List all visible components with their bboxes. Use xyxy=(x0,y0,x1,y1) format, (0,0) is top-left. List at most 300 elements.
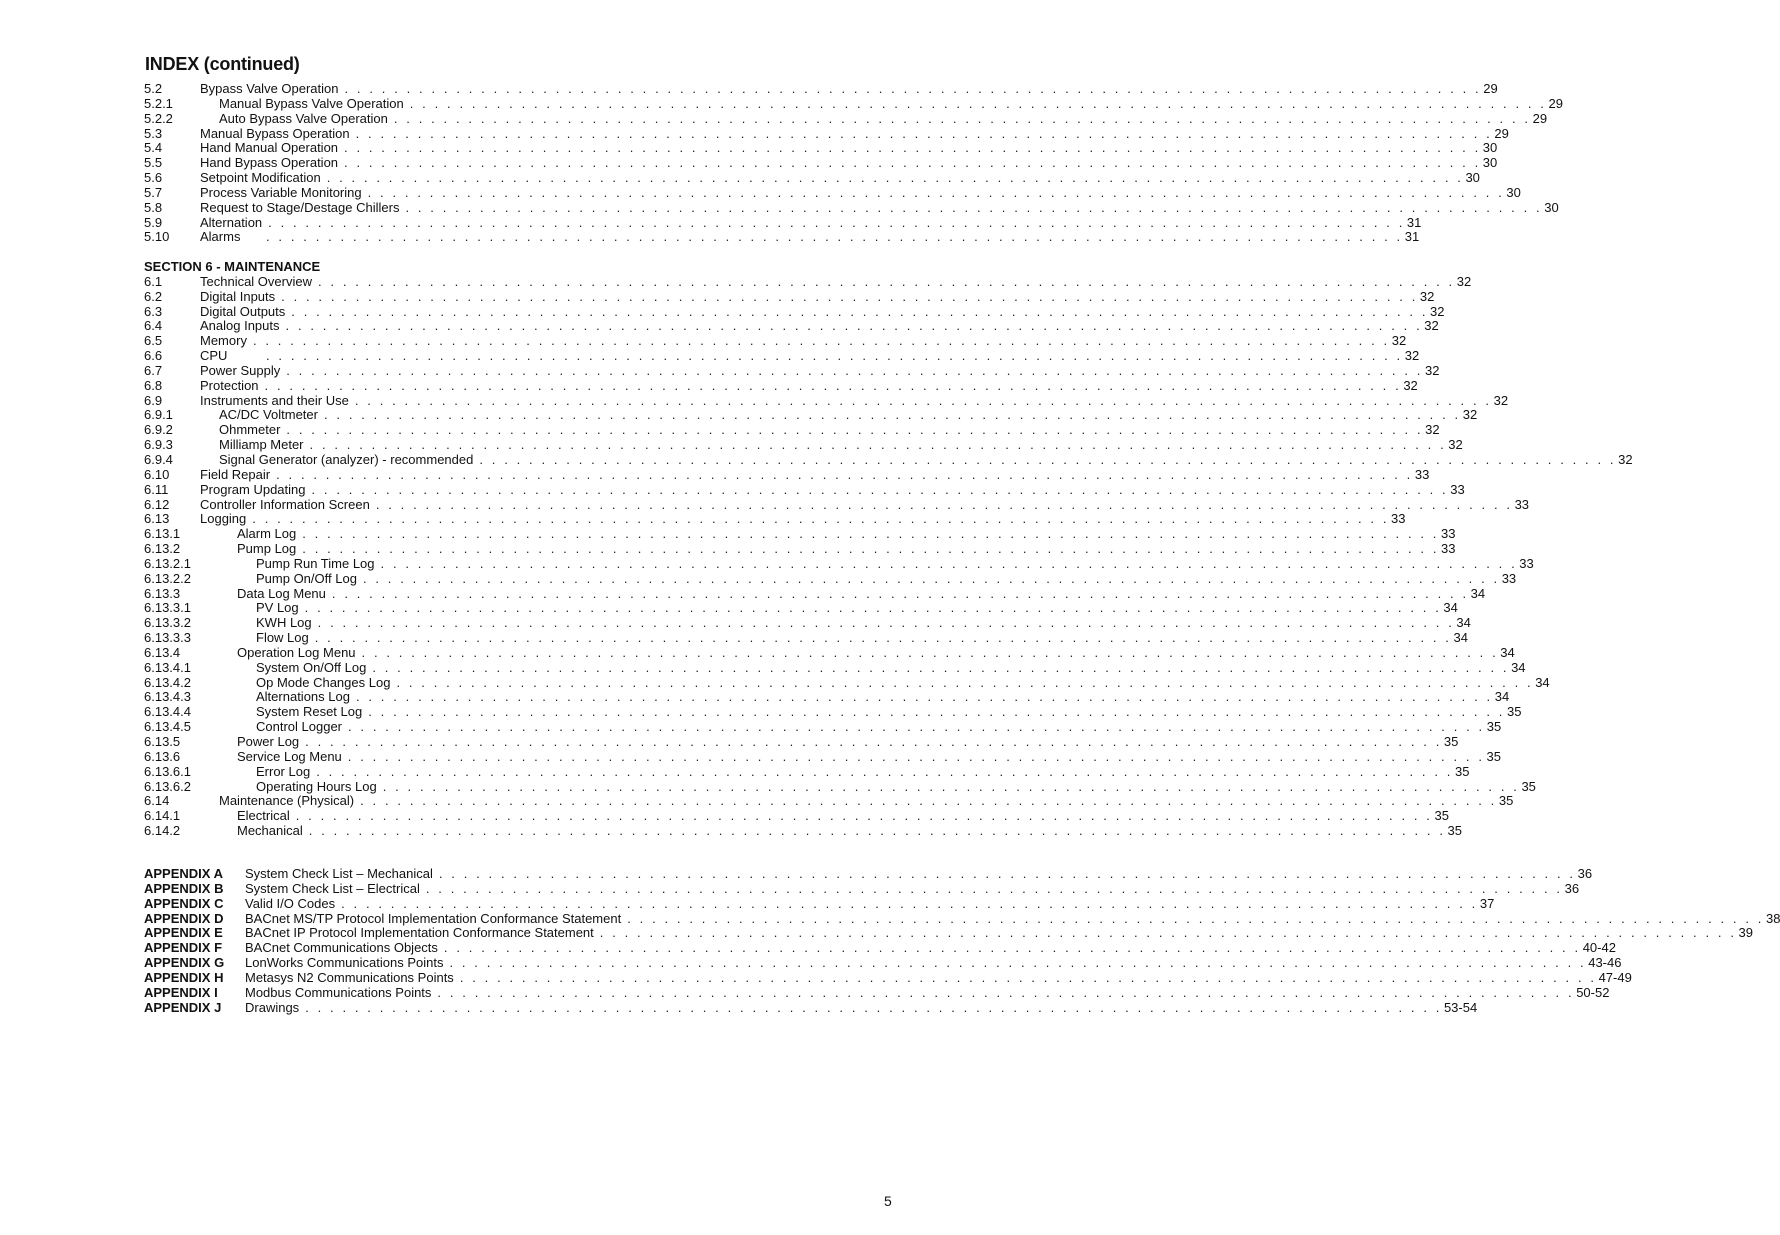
entry-number: 5.2.2 xyxy=(144,110,173,126)
appendix-entries xyxy=(144,866,1780,1015)
dot-leader: . . . . . . . . . . . . . . . . . . . . . . . . . . . . . . . . . . . . . . . . . . . . . . . . . . . . . . . . . . . . . . . . . . . . . . . . . . . . . . . . . . . . . . . . . . . . xyxy=(360,793,1497,809)
entry-title: System Check List – Electrical xyxy=(245,880,420,896)
entry-number: 6.13.6.2 xyxy=(144,778,191,794)
dot-leader: . . . . . . . . . . . . . . . . . . . . . . . . . . . . . . . . . . . . . . . . . . . . . . . . . . . . . . . . . . . . . . . . . . . . . . . . . . . . . . . . . . . . . . . . . . . . xyxy=(375,496,1513,512)
entry-page: 31 xyxy=(1406,214,1422,230)
entry-title: PV Log xyxy=(256,600,299,616)
entry-page: 35 xyxy=(1447,823,1462,839)
page-number: 5 xyxy=(884,1193,892,1209)
dot-leader: . . . . . . . . . . . . . . . . . . . . . . . . . . . . . . . . . . . . . . . . . . . . . . . . . . . . . . . . . . . . . . . . . . . . . . . . . . . . . . . . . . . . . . . . . . . . xyxy=(266,229,1403,245)
entry-page: 35 xyxy=(1486,748,1502,764)
toc-entry xyxy=(144,600,1458,616)
toc-entry xyxy=(144,644,1515,661)
appendix-entry xyxy=(144,969,1632,986)
entry-title: Metasys N2 Communications Points xyxy=(245,969,454,985)
dot-leader: . . . . . . . . . . . . . . . . . . . . . . . . . . . . . . . . . . . . . . . . . . . . . . . . . . . . . . . . . . . . . . . . . . . . . . . . . . . . . . . . . . . . . . . . . . . . xyxy=(276,466,1413,482)
toc-entry xyxy=(144,674,1550,691)
appendix-letter: APPENDIX D xyxy=(144,910,224,926)
entry-number: 6.7 xyxy=(144,362,163,378)
dot-leader: . . . . . . . . . . . . . . . . . . . . . . . . . . . . . . . . . . . . . . . . . . . . . . . . . . . . . . . . . . . . . . . . . . . . . . . . . . . . . . . . . . . . . . . . . . . . xyxy=(316,763,1453,779)
entry-number: 6.3 xyxy=(144,303,163,319)
entry-title: Electrical xyxy=(237,808,290,824)
entry-page: 30 xyxy=(1482,155,1498,171)
entry-title: Pump On/Off Log xyxy=(256,570,357,586)
entry-number: 6.13.2 xyxy=(144,541,181,557)
toc-entry xyxy=(144,199,1559,216)
toc-entry xyxy=(144,214,1422,231)
dot-leader: . . . . . . . . . . . . . . . . . . . . . . . . . . . . . . . . . . . . . . . . . . . . . . . . . . . . . . . . . . . . . . . . . . . . . . . . . . . . . . . . . . . . . . . . . . . . xyxy=(286,422,1424,438)
entry-number: 6.4 xyxy=(144,318,163,334)
entry-title: Request to Stage/Destage Chillers xyxy=(200,199,400,215)
dot-leader: . . . . . . . . . . . . . . . . . . . . . . . . . . . . . . . . . . . . . . . . . . . . . . . . . . . . . . . . . . . . . . . . . . . . . . . . . . . . . . . . . . . . . . . . . . . . xyxy=(286,362,1423,378)
toc-entry xyxy=(144,184,1521,201)
entry-title: System On/Off Log xyxy=(256,659,367,675)
dot-leader: . . . . . . . . . . . . . . . . . . . . . . . . . . . . . . . . . . . . . . . . . . . . . . . . . . . . . . . . . . . . . . . . . . . . . . . . . . . . . . . . . . . . . . . . . . . . xyxy=(627,910,1764,926)
toc-entry xyxy=(144,466,1430,483)
dot-leader: . . . . . . . . . . . . . . . . . . . . . . . . . . . . . . . . . . . . . . . . . . . . . . . . . . . . . . . . . . . . . . . . . . . . . . . . . . . . . . . . . . . . . . . . . . . . xyxy=(479,451,1617,467)
dot-leader: . . . . . . . . . . . . . . . . . . . . . . . . . . . . . . . . . . . . . . . . . . . . . . . . . . . . . . . . . . . . . . . . . . . . . . . . . . . . . . . . . . . . . . . . . . . . xyxy=(438,866,1576,881)
entry-number: 6.14 xyxy=(144,793,170,809)
entry-title: KWH Log xyxy=(256,615,312,631)
toc-entry xyxy=(144,793,1514,809)
entry-page: 30 xyxy=(1506,184,1521,200)
dot-leader: . . . . . . . . . . . . . . . . . . . . . . . . . . . . . . . . . . . . . . . . . . . . . . . . . . . . . . . . . . . . . . . . . . . . . . . . . . . . . . . . . . . . . . . . . . . . xyxy=(372,659,1510,675)
entry-page: 33 xyxy=(1450,481,1465,497)
dot-leader: . . . . . . . . . . . . . . . . . . . . . . . . . . . . . . . . . . . . . . . . . . . . . . . . . . . . . . . . . . . . . . . . . . . . . . . . . . . . . . . . . . . . . . . . . . . . xyxy=(252,511,1390,527)
dot-leader: . . . . . . . . . . . . . . . . . . . . . . . . . . . . . . . . . . . . . . . . . . . . . . . . . . . . . . . . . . . . . . . . . . . . . . . . . . . . . . . . . . . . . . . . . . . . xyxy=(281,288,1418,304)
entry-page: 35 xyxy=(1521,778,1536,794)
entry-page: 30 xyxy=(1544,199,1559,215)
dot-leader: . . . . . . . . . . . . . . . . . . . . . . . . . . . . . . . . . . . . . . . . . . . . . . . . . . . . . . . . . . . . . . . . . . . . . . . . . . . . . . . . . . . . . . . . . . . . xyxy=(347,748,1485,764)
dot-leader: . . . . . . . . . . . . . . . . . . . . . . . . . . . . . . . . . . . . . . . . . . . . . . . . . . . . . . . . . . . . . . . . . . . . . . . . . . . . . . . . . . . . . . . . . . . . xyxy=(362,570,1500,586)
dot-leader: . . . . . . . . . . . . . . . . . . . . . . . . . . . . . . . . . . . . . . . . . . . . . . . . . . . . . . . . . . . . . . . . . . . . . . . . . . . . . . . . . . . . . . . . . . . . xyxy=(341,895,1478,911)
entry-page: 32 xyxy=(1462,407,1478,423)
toc-entry xyxy=(144,422,1440,438)
entry-number: 6.10 xyxy=(144,466,170,482)
entry-title: BACnet MS/TP Protocol Implementation Conformance Statement xyxy=(245,910,622,926)
entry-page: 35 xyxy=(1434,808,1449,824)
entry-title: Valid I/O Codes xyxy=(245,895,336,911)
appendix-letter: APPENDIX C xyxy=(144,895,224,911)
dot-leader: . . . . . . . . . . . . . . . . . . . . . . . . . . . . . . . . . . . . . . . . . . . . . . . . . . . . . . . . . . . . . . . . . . . . . . . . . . . . . . . . . . . . . . . . . . . . xyxy=(380,555,1518,571)
entry-number: 6.9 xyxy=(144,392,163,408)
entry-title: Power Log xyxy=(237,734,300,749)
entry-number: 6.13.6 xyxy=(144,748,181,764)
entry-page: 33 xyxy=(1441,526,1456,542)
entry-title: Alternations Log xyxy=(256,689,350,705)
entry-title: Manual Bypass Valve Operation xyxy=(219,95,404,111)
dot-leader: . . . . . . . . . . . . . . . . . . . . . . . . . . . . . . . . . . . . . . . . . . . . . . . . . . . . . . . . . . . . . . . . . . . . . . . . . . . . . . . . . . . . . . . . . . . . xyxy=(302,526,1440,542)
toc-entry xyxy=(144,630,1468,646)
toc-entry xyxy=(144,81,1498,97)
entry-number: 6.6 xyxy=(144,348,163,364)
dot-leader: . . . . . . . . . . . . . . . . . . . . . . . . . . . . . . . . . . . . . . . . . . . . . . . . . . . . . . . . . . . . . . . . . . . . . . . . . . . . . . . . . . . . . . . . . . . . xyxy=(344,140,1481,156)
toc-entry xyxy=(144,719,1502,735)
dot-leader: . . . . . . . . . . . . . . . . . . . . . . . . . . . . . . . . . . . . . . . . . . . . . . . . . . . . . . . . . . . . . . . . . . . . . . . . . . . . . . . . . . . . . . . . . . . . xyxy=(302,541,1440,557)
entry-number: 5.5 xyxy=(144,155,163,171)
entry-page: 31 xyxy=(1404,229,1420,245)
dot-leader: . . . . . . . . . . . . . . . . . . . . . . . . . . . . . . . . . . . . . . . . . . . . . . . . . . . . . . . . . . . . . . . . . . . . . . . . . . . . . . . . . . . . . . . . . . . . xyxy=(443,940,1581,956)
toc-entry xyxy=(144,437,1463,453)
entry-title: Pump Log xyxy=(237,541,297,557)
entry-page: 32 xyxy=(1403,377,1418,393)
entry-number: 6.13.3 xyxy=(144,585,181,601)
entry-title: Milliamp Meter xyxy=(219,437,304,453)
entry-page: 30 xyxy=(1482,140,1498,156)
entry-page: 29 xyxy=(1483,81,1498,96)
entry-number: 6.13.5 xyxy=(144,734,181,749)
dot-leader: . . . . . . . . . . . . . . . . . . . . . . . . . . . . . . . . . . . . . . . . . . . . . . . . . . . . . . . . . . . . . . . . . . . . . . . . . . . . . . . . . . . . . . . . . . . . xyxy=(409,95,1547,111)
section-6-entries xyxy=(144,273,1633,839)
dot-leader: . . . . . . . . . . . . . . . . . . . . . . . . . . . . . . . . . . . . . . . . . . . . . . . . . . . . . . . . . . . . . . . . . . . . . . . . . . . . . . . . . . . . . . . . . . . . xyxy=(382,778,1520,794)
dot-leader: . . . . . . . . . . . . . . . . . . . . . . . . . . . . . . . . . . . . . . . . . . . . . . . . . . . . . . . . . . . . . . . . . . . . . . . . . . . . . . . . . . . . . . . . . . . . xyxy=(425,880,1563,896)
dot-leader: . . . . . . . . . . . . . . . . . . . . . . . . . . . . . . . . . . . . . . . . . . . . . . . . . . . . . . . . . . . . . . . . . . . . . . . . . . . . . . . . . . . . . . . . . . . . xyxy=(599,925,1737,941)
entry-page: 34 xyxy=(1494,689,1510,705)
entry-title: Digital Outputs xyxy=(200,303,286,319)
entry-number: 6.1 xyxy=(144,273,163,289)
toc-entry xyxy=(144,778,1536,795)
entry-number: 6.13.6.1 xyxy=(144,763,191,779)
entry-number: 6.9.3 xyxy=(144,437,173,453)
entry-title: AC/DC Voltmeter xyxy=(219,407,318,423)
dot-leader: . . . . . . . . . . . . . . . . . . . . . . . . . . . . . . . . . . . . . . . . . . . . . . . . . . . . . . . . . . . . . . . . . . . . . . . . . . . . . . . . . . . . . . . . . . . . xyxy=(291,303,1429,319)
appendix-entry xyxy=(144,895,1495,912)
entry-title: CPU xyxy=(200,348,228,364)
entry-title: Program Updating xyxy=(200,481,306,497)
entry-page: 36 xyxy=(1577,866,1593,881)
entry-title: Maintenance (Physical) xyxy=(219,793,355,809)
dot-leader: . . . . . . . . . . . . . . . . . . . . . . . . . . . . . . . . . . . . . . . . . . . . . . . . . . . . . . . . . . . . . . . . . . . . . . . . . . . . . . . . . . . . . . . . . . . . xyxy=(305,999,1442,1015)
entry-title: Flow Log xyxy=(256,630,309,646)
entry-page: 35 xyxy=(1506,704,1522,720)
entry-title: LonWorks Communications Points xyxy=(245,955,444,971)
dot-leader: . . . . . . . . . . . . . . . . . . . . . . . . . . . . . . . . . . . . . . . . . . . . . . . . . . . . . . . . . . . . . . . . . . . . . . . . . . . . . . . . . . . . . . . . . . . . xyxy=(308,823,1446,839)
dot-leader: . . . . . . . . . . . . . . . . . . . . . . . . . . . . . . . . . . . . . . . . . . . . . . . . . . . . . . . . . . . . . . . . . . . . . . . . . . . . . . . . . . . . . . . . . . . . xyxy=(405,199,1543,215)
toc-entry xyxy=(144,511,1406,527)
dot-leader: . . . . . . . . . . . . . . . . . . . . . . . . . . . . . . . . . . . . . . . . . . . . . . . . . . . . . . . . . . . . . . . . . . . . . . . . . . . . . . . . . . . . . . . . . . . . xyxy=(318,273,1455,289)
entry-title: Power Supply xyxy=(200,362,281,378)
dot-leader: . . . . . . . . . . . . . . . . . . . . . . . . . . . . . . . . . . . . . . . . . . . . . . . . . . . . . . . . . . . . . . . . . . . . . . . . . . . . . . . . . . . . . . . . . . . . xyxy=(449,955,1587,971)
entry-number: 6.13.4.1 xyxy=(144,659,191,675)
entry-page: 32 xyxy=(1456,273,1472,289)
entry-title: Field Repair xyxy=(200,466,271,482)
entry-title: Signal Generator (analyzer) - recommended xyxy=(219,451,474,467)
entry-page: 33 xyxy=(1519,555,1534,571)
entry-number: 6.14.1 xyxy=(144,808,181,824)
entry-page: 43-46 xyxy=(1588,955,1622,971)
entry-number: 6.8 xyxy=(144,377,163,393)
entry-number: 6.13.1 xyxy=(144,526,181,542)
entry-page: 35 xyxy=(1486,719,1502,735)
dot-leader: . . . . . . . . . . . . . . . . . . . . . . . . . . . . . . . . . . . . . . . . . . . . . . . . . . . . . . . . . . . . . . . . . . . . . . . . . . . . . . . . . . . . . . . . . . . . xyxy=(268,214,1405,230)
toc-entry xyxy=(144,526,1456,542)
appendix-letter: APPENDIX F xyxy=(144,940,223,956)
toc-entry xyxy=(144,451,1633,468)
entry-page: 30 xyxy=(1465,170,1480,186)
entry-number: 6.13.3.2 xyxy=(144,615,191,631)
entry-number: 6.13.4.5 xyxy=(144,719,191,735)
toc-entry xyxy=(144,333,1407,349)
entry-title: Drawings xyxy=(245,999,300,1015)
appendix-letter: APPENDIX J xyxy=(144,999,222,1015)
dot-leader: . . . . . . . . . . . . . . . . . . . . . . . . . . . . . . . . . . . . . . . . . . . . . . . . . . . . . . . . . . . . . . . . . . . . . . . . . . . . . . . . . . . . . . . . . . . . xyxy=(361,644,1499,660)
entry-title: BACnet IP Protocol Implementation Conformance Statement xyxy=(245,925,594,941)
section-5-entries xyxy=(144,81,1563,245)
dot-leader: . . . . . . . . . . . . . . . . . . . . . . . . . . . . . . . . . . . . . . . . . . . . . . . . . . . . . . . . . . . . . . . . . . . . . . . . . . . . . . . . . . . . . . . . . . . . xyxy=(309,437,1447,453)
entry-title: Ohmmeter xyxy=(219,422,281,438)
dot-leader: . . . . . . . . . . . . . . . . . . . . . . . . . . . . . . . . . . . . . . . . . . . . . . . . . . . . . . . . . . . . . . . . . . . . . . . . . . . . . . . . . . . . . . . . . . . . xyxy=(326,170,1464,186)
dot-leader: . . . . . . . . . . . . . . . . . . . . . . . . . . . . . . . . . . . . . . . . . . . . . . . . . . . . . . . . . . . . . . . . . . . . . . . . . . . . . . . . . . . . . . . . . . . . xyxy=(264,377,1402,393)
entry-title: Auto Bypass Valve Operation xyxy=(219,110,388,126)
entry-title: Digital Inputs xyxy=(200,288,276,304)
dot-leader: . . . . . . . . . . . . . . . . . . . . . . . . . . . . . . . . . . . . . . . . . . . . . . . . . . . . . . . . . . . . . . . . . . . . . . . . . . . . . . . . . . . . . . . . . . . . xyxy=(314,630,1452,646)
entry-title: Analog Inputs xyxy=(200,318,280,334)
toc-entry xyxy=(144,659,1526,676)
entry-number: 6.13.2.2 xyxy=(144,570,191,586)
entry-page: 34 xyxy=(1470,585,1486,601)
entry-page: 32 xyxy=(1424,318,1439,334)
dot-leader: . . . . . . . . . . . . . . . . . . . . . . . . . . . . . . . . . . . . . . . . . . . . . . . . . . . . . . . . . . . . . . . . . . . . . . . . . . . . . . . . . . . . . . . . . . . . xyxy=(285,318,1423,334)
entry-page: 33 xyxy=(1441,541,1456,557)
entry-page: 47-49 xyxy=(1598,969,1632,985)
entry-page: 40-42 xyxy=(1582,940,1616,956)
entry-number: 5.8 xyxy=(144,199,163,215)
entry-title: Alarm Log xyxy=(237,526,297,542)
dot-leader: . . . . . . . . . . . . . . . . . . . . . . . . . . . . . . . . . . . . . . . . . . . . . . . . . . . . . . . . . . . . . . . . . . . . . . . . . . . . . . . . . . . . . . . . . . . . xyxy=(348,719,1485,735)
dot-leader: . . . . . . . . . . . . . . . . . . . . . . . . . . . . . . . . . . . . . . . . . . . . . . . . . . . . . . . . . . . . . . . . . . . . . . . . . . . . . . . . . . . . . . . . . . . . xyxy=(305,734,1442,749)
appendix-entry xyxy=(144,955,1622,971)
toc-entry xyxy=(144,481,1465,498)
entry-title: Error Log xyxy=(256,763,311,779)
entry-title: Operation Log Menu xyxy=(237,644,356,660)
entry-page: 32 xyxy=(1448,437,1463,453)
entry-page: 37 xyxy=(1479,895,1495,911)
entry-number: 6.12 xyxy=(144,496,170,512)
dot-leader: . . . . . . . . . . . . . . . . . . . . . . . . . . . . . . . . . . . . . . . . . . . . . . . . . . . . . . . . . . . . . . . . . . . . . . . . . . . . . . . . . . . . . . . . . . . . xyxy=(396,674,1534,690)
toc-entry xyxy=(144,170,1480,186)
dot-leader: . . . . . . . . . . . . . . . . . . . . . . . . . . . . . . . . . . . . . . . . . . . . . . . . . . . . . . . . . . . . . . . . . . . . . . . . . . . . . . . . . . . . . . . . . . . . xyxy=(355,689,1493,705)
entry-page: 34 xyxy=(1535,674,1550,690)
entry-title: Bypass Valve Operation xyxy=(200,81,339,96)
dot-leader: . . . . . . . . . . . . . . . . . . . . . . . . . . . . . . . . . . . . . . . . . . . . . . . . . . . . . . . . . . . . . . . . . . . . . . . . . . . . . . . . . . . . . . . . . . . . xyxy=(295,808,1433,824)
dot-leader: . . . . . . . . . . . . . . . . . . . . . . . . . . . . . . . . . . . . . . . . . . . . . . . . . . . . . . . . . . . . . . . . . . . . . . . . . . . . . . . . . . . . . . . . . . . . xyxy=(331,585,1469,601)
dot-leader: . . . . . . . . . . . . . . . . . . . . . . . . . . . . . . . . . . . . . . . . . . . . . . . . . . . . . . . . . . . . . . . . . . . . . . . . . . . . . . . . . . . . . . . . . . . . xyxy=(393,110,1531,126)
dot-leader: . . . . . . . . . . . . . . . . . . . . . . . . . . . . . . . . . . . . . . . . . . . . . . . . . . . . . . . . . . . . . . . . . . . . . . . . . . . . . . . . . . . . . . . . . . . . xyxy=(323,407,1461,423)
entry-title: Logging xyxy=(200,511,247,527)
entry-number: 6.13.4.2 xyxy=(144,674,191,690)
toc-entry xyxy=(144,808,1449,824)
dot-leader: . . . . . . . . . . . . . . . . . . . . . . . . . . . . . . . . . . . . . . . . . . . . . . . . . . . . . . . . . . . . . . . . . . . . . . . . . . . . . . . . . . . . . . . . . . . . xyxy=(344,81,1482,96)
entry-page: 36 xyxy=(1564,880,1580,896)
entry-page: 29 xyxy=(1494,125,1509,141)
entry-title: Process Variable Monitoring xyxy=(200,184,362,200)
entry-title: Mechanical xyxy=(237,823,303,839)
entry-number: 6.13.4 xyxy=(144,644,181,660)
entry-page: 32 xyxy=(1618,451,1633,467)
dot-leader: . . . . . . . . . . . . . . . . . . . . . . . . . . . . . . . . . . . . . . . . . . . . . . . . . . . . . . . . . . . . . . . . . . . . . . . . . . . . . . . . . . . . . . . . . . . . xyxy=(367,184,1505,200)
entry-title: Operating Hours Log xyxy=(256,778,377,794)
toc-entry xyxy=(144,541,1456,557)
dot-leader: . . . . . . . . . . . . . . . . . . . . . . . . . . . . . . . . . . . . . . . . . . . . . . . . . . . . . . . . . . . . . . . . . . . . . . . . . . . . . . . . . . . . . . . . . . . . xyxy=(311,481,1449,497)
toc-entry xyxy=(144,704,1522,720)
entry-number: 6.13.3.3 xyxy=(144,630,191,646)
section-heading: SECTION 6 - MAINTENANCE xyxy=(144,259,321,274)
entry-number: 6.2 xyxy=(144,288,163,304)
toc-entry xyxy=(144,377,1418,394)
toc-entry xyxy=(144,288,1435,305)
toc-entry xyxy=(144,155,1498,171)
entry-title: Service Log Menu xyxy=(237,748,342,764)
section-6-block xyxy=(144,259,1633,839)
toc-entry xyxy=(144,318,1439,334)
appendix-entry xyxy=(144,925,1754,941)
toc-entry xyxy=(144,555,1534,572)
appendix-letter: APPENDIX E xyxy=(144,925,223,941)
appendix-entry xyxy=(144,999,1478,1016)
entry-title: Memory xyxy=(200,333,247,349)
entry-page: 32 xyxy=(1424,362,1440,378)
entry-page: 33 xyxy=(1501,570,1517,586)
toc-entry xyxy=(144,303,1445,320)
entry-number: 6.14.2 xyxy=(144,823,181,839)
entry-number: 6.9.4 xyxy=(144,451,173,467)
entry-title: Modbus Communications Points xyxy=(245,984,432,1000)
entry-number: 5.7 xyxy=(144,184,163,200)
toc-entry xyxy=(144,763,1470,780)
dot-leader: . . . . . . . . . . . . . . . . . . . . . . . . . . . . . . . . . . . . . . . . . . . . . . . . . . . . . . . . . . . . . . . . . . . . . . . . . . . . . . . . . . . . . . . . . . . . xyxy=(252,333,1390,349)
entry-page: 53-54 xyxy=(1443,999,1478,1015)
entry-number: 5.9 xyxy=(144,214,163,230)
entry-number: 6.11 xyxy=(144,481,169,497)
entry-number: 6.13.3.1 xyxy=(144,600,191,616)
appendix-letter: APPENDIX I xyxy=(144,984,218,1000)
entry-title: Technical Overview xyxy=(200,273,312,289)
entry-title: Manual Bypass Operation xyxy=(200,125,350,141)
dot-leader: . . . . . . . . . . . . . . . . . . . . . . . . . . . . . . . . . . . . . . . . . . . . . . . . . . . . . . . . . . . . . . . . . . . . . . . . . . . . . . . . . . . . . . . . . . . . xyxy=(437,984,1575,1000)
entry-page: 29 xyxy=(1548,95,1563,111)
entry-number: 5.4 xyxy=(144,140,163,156)
entry-title: Hand Manual Operation xyxy=(200,140,339,156)
dot-leader: . . . . . . . . . . . . . . . . . . . . . . . . . . . . . . . . . . . . . . . . . . . . . . . . . . . . . . . . . . . . . . . . . . . . . . . . . . . . . . . . . . . . . . . . . . . . xyxy=(355,125,1493,141)
toc-entry xyxy=(144,110,1548,127)
toc-entry xyxy=(144,348,1420,364)
entry-title: BACnet Communications Objects xyxy=(245,940,438,956)
entry-number: 6.9.1 xyxy=(144,407,173,423)
entry-number: 5.3 xyxy=(144,125,163,141)
toc-entry xyxy=(144,125,1509,142)
appendix-letter: APPENDIX G xyxy=(144,955,225,971)
entry-number: 6.13.4.4 xyxy=(144,704,191,720)
entry-page: 35 xyxy=(1443,734,1459,749)
toc-entry xyxy=(144,615,1471,631)
entry-page: 32 xyxy=(1404,348,1420,364)
entry-title: Op Mode Changes Log xyxy=(256,674,391,690)
entry-number: 6.13 xyxy=(144,511,170,527)
dot-leader: . . . . . . . . . . . . . . . . . . . . . . . . . . . . . . . . . . . . . . . . . . . . . . . . . . . . . . . . . . . . . . . . . . . . . . . . . . . . . . . . . . . . . . . . . . . . xyxy=(304,600,1442,616)
toc-entry xyxy=(144,496,1530,513)
entry-page: 35 xyxy=(1454,763,1470,779)
entry-page: 32 xyxy=(1419,288,1435,304)
toc-entry xyxy=(144,748,1502,765)
toc-entry xyxy=(144,140,1498,156)
entry-number: 5.2 xyxy=(144,81,163,96)
appendix-entry xyxy=(144,910,1780,927)
entry-page: 34 xyxy=(1453,630,1468,646)
entry-number: 6.13.4.3 xyxy=(144,689,191,705)
entry-page: 39 xyxy=(1738,925,1754,941)
appendix-entry xyxy=(144,940,1616,956)
appendix-entry xyxy=(144,984,1610,1001)
entry-title: Alarms xyxy=(200,229,241,245)
entry-page: 32 xyxy=(1391,333,1407,349)
dot-leader: . . . . . . . . . . . . . . . . . . . . . . . . . . . . . . . . . . . . . . . . . . . . . . . . . . . . . . . . . . . . . . . . . . . . . . . . . . . . . . . . . . . . . . . . . . . . xyxy=(344,155,1481,171)
entry-title: Protection xyxy=(200,377,259,393)
toc-entry xyxy=(144,734,1459,750)
entry-title: Hand Bypass Operation xyxy=(200,155,339,171)
entry-page: 38 xyxy=(1765,910,1780,926)
toc-entry xyxy=(144,392,1509,409)
entry-title: Controller Information Screen xyxy=(200,496,370,512)
entry-page: 34 xyxy=(1500,644,1515,660)
appendix-letter: APPENDIX H xyxy=(144,969,224,985)
entry-page: 33 xyxy=(1391,511,1406,527)
entry-number: 6.13.2.1 xyxy=(144,555,191,571)
appendix-letter: APPENDIX A xyxy=(144,866,223,881)
entry-page: 33 xyxy=(1514,496,1530,512)
entry-number: 5.2.1 xyxy=(144,95,173,111)
toc-entry xyxy=(144,407,1478,423)
toc-entry xyxy=(144,229,1420,245)
entry-title: Setpoint Modification xyxy=(200,170,321,186)
entry-page: 34 xyxy=(1511,659,1526,675)
entry-title: System Reset Log xyxy=(256,704,363,720)
page-title: INDEX (continued) xyxy=(145,54,300,74)
toc-entry xyxy=(144,585,1486,602)
dot-leader: . . . . . . . . . . . . . . . . . . . . . . . . . . . . . . . . . . . . . . . . . . . . . . . . . . . . . . . . . . . . . . . . . . . . . . . . . . . . . . . . . . . . . . . . . . . . xyxy=(459,969,1597,985)
entry-title: Instruments and their Use xyxy=(200,392,349,408)
appendix-entry xyxy=(144,880,1580,897)
entry-number: 6.9.2 xyxy=(144,422,173,438)
entry-page: 34 xyxy=(1456,615,1471,631)
dot-leader: . . . . . . . . . . . . . . . . . . . . . . . . . . . . . . . . . . . . . . . . . . . . . . . . . . . . . . . . . . . . . . . . . . . . . . . . . . . . . . . . . . . . . . . . . . . . xyxy=(368,704,1505,720)
dot-leader: . . . . . . . . . . . . . . . . . . . . . . . . . . . . . . . . . . . . . . . . . . . . . . . . . . . . . . . . . . . . . . . . . . . . . . . . . . . . . . . . . . . . . . . . . . . . xyxy=(354,392,1492,408)
entry-page: 33 xyxy=(1414,466,1430,482)
dot-leader: . . . . . . . . . . . . . . . . . . . . . . . . . . . . . . . . . . . . . . . . . . . . . . . . . . . . . . . . . . . . . . . . . . . . . . . . . . . . . . . . . . . . . . . . . . . . xyxy=(317,615,1455,631)
entry-number: 5.6 xyxy=(144,170,163,186)
dot-leader: . . . . . . . . . . . . . . . . . . . . . . . . . . . . . . . . . . . . . . . . . . . . . . . . . . . . . . . . . . . . . . . . . . . . . . . . . . . . . . . . . . . . . . . . . . . . xyxy=(266,348,1403,364)
entry-number: 5.10 xyxy=(144,229,170,245)
appendix-entry xyxy=(144,866,1593,882)
entry-page: 50-52 xyxy=(1576,984,1610,1000)
entry-page: 32 xyxy=(1425,422,1440,438)
entry-page: 35 xyxy=(1498,793,1514,809)
toc-entry xyxy=(144,362,1440,379)
entry-title: Control Logger xyxy=(256,719,342,735)
entry-page: 32 xyxy=(1493,392,1509,408)
entry-page: 32 xyxy=(1430,303,1445,319)
entry-title: System Check List – Mechanical xyxy=(245,866,433,881)
entry-title: Pump Run Time Log xyxy=(256,555,375,571)
entry-title: Alternation xyxy=(200,214,263,230)
toc-entry xyxy=(144,570,1517,587)
toc-entry xyxy=(144,689,1510,705)
entry-number: 6.5 xyxy=(144,333,163,349)
entry-page: 29 xyxy=(1532,110,1548,126)
entry-page: 34 xyxy=(1443,600,1458,616)
appendix-letter: APPENDIX B xyxy=(144,880,224,896)
toc-entry xyxy=(144,823,1462,839)
entry-title: Data Log Menu xyxy=(237,585,326,601)
